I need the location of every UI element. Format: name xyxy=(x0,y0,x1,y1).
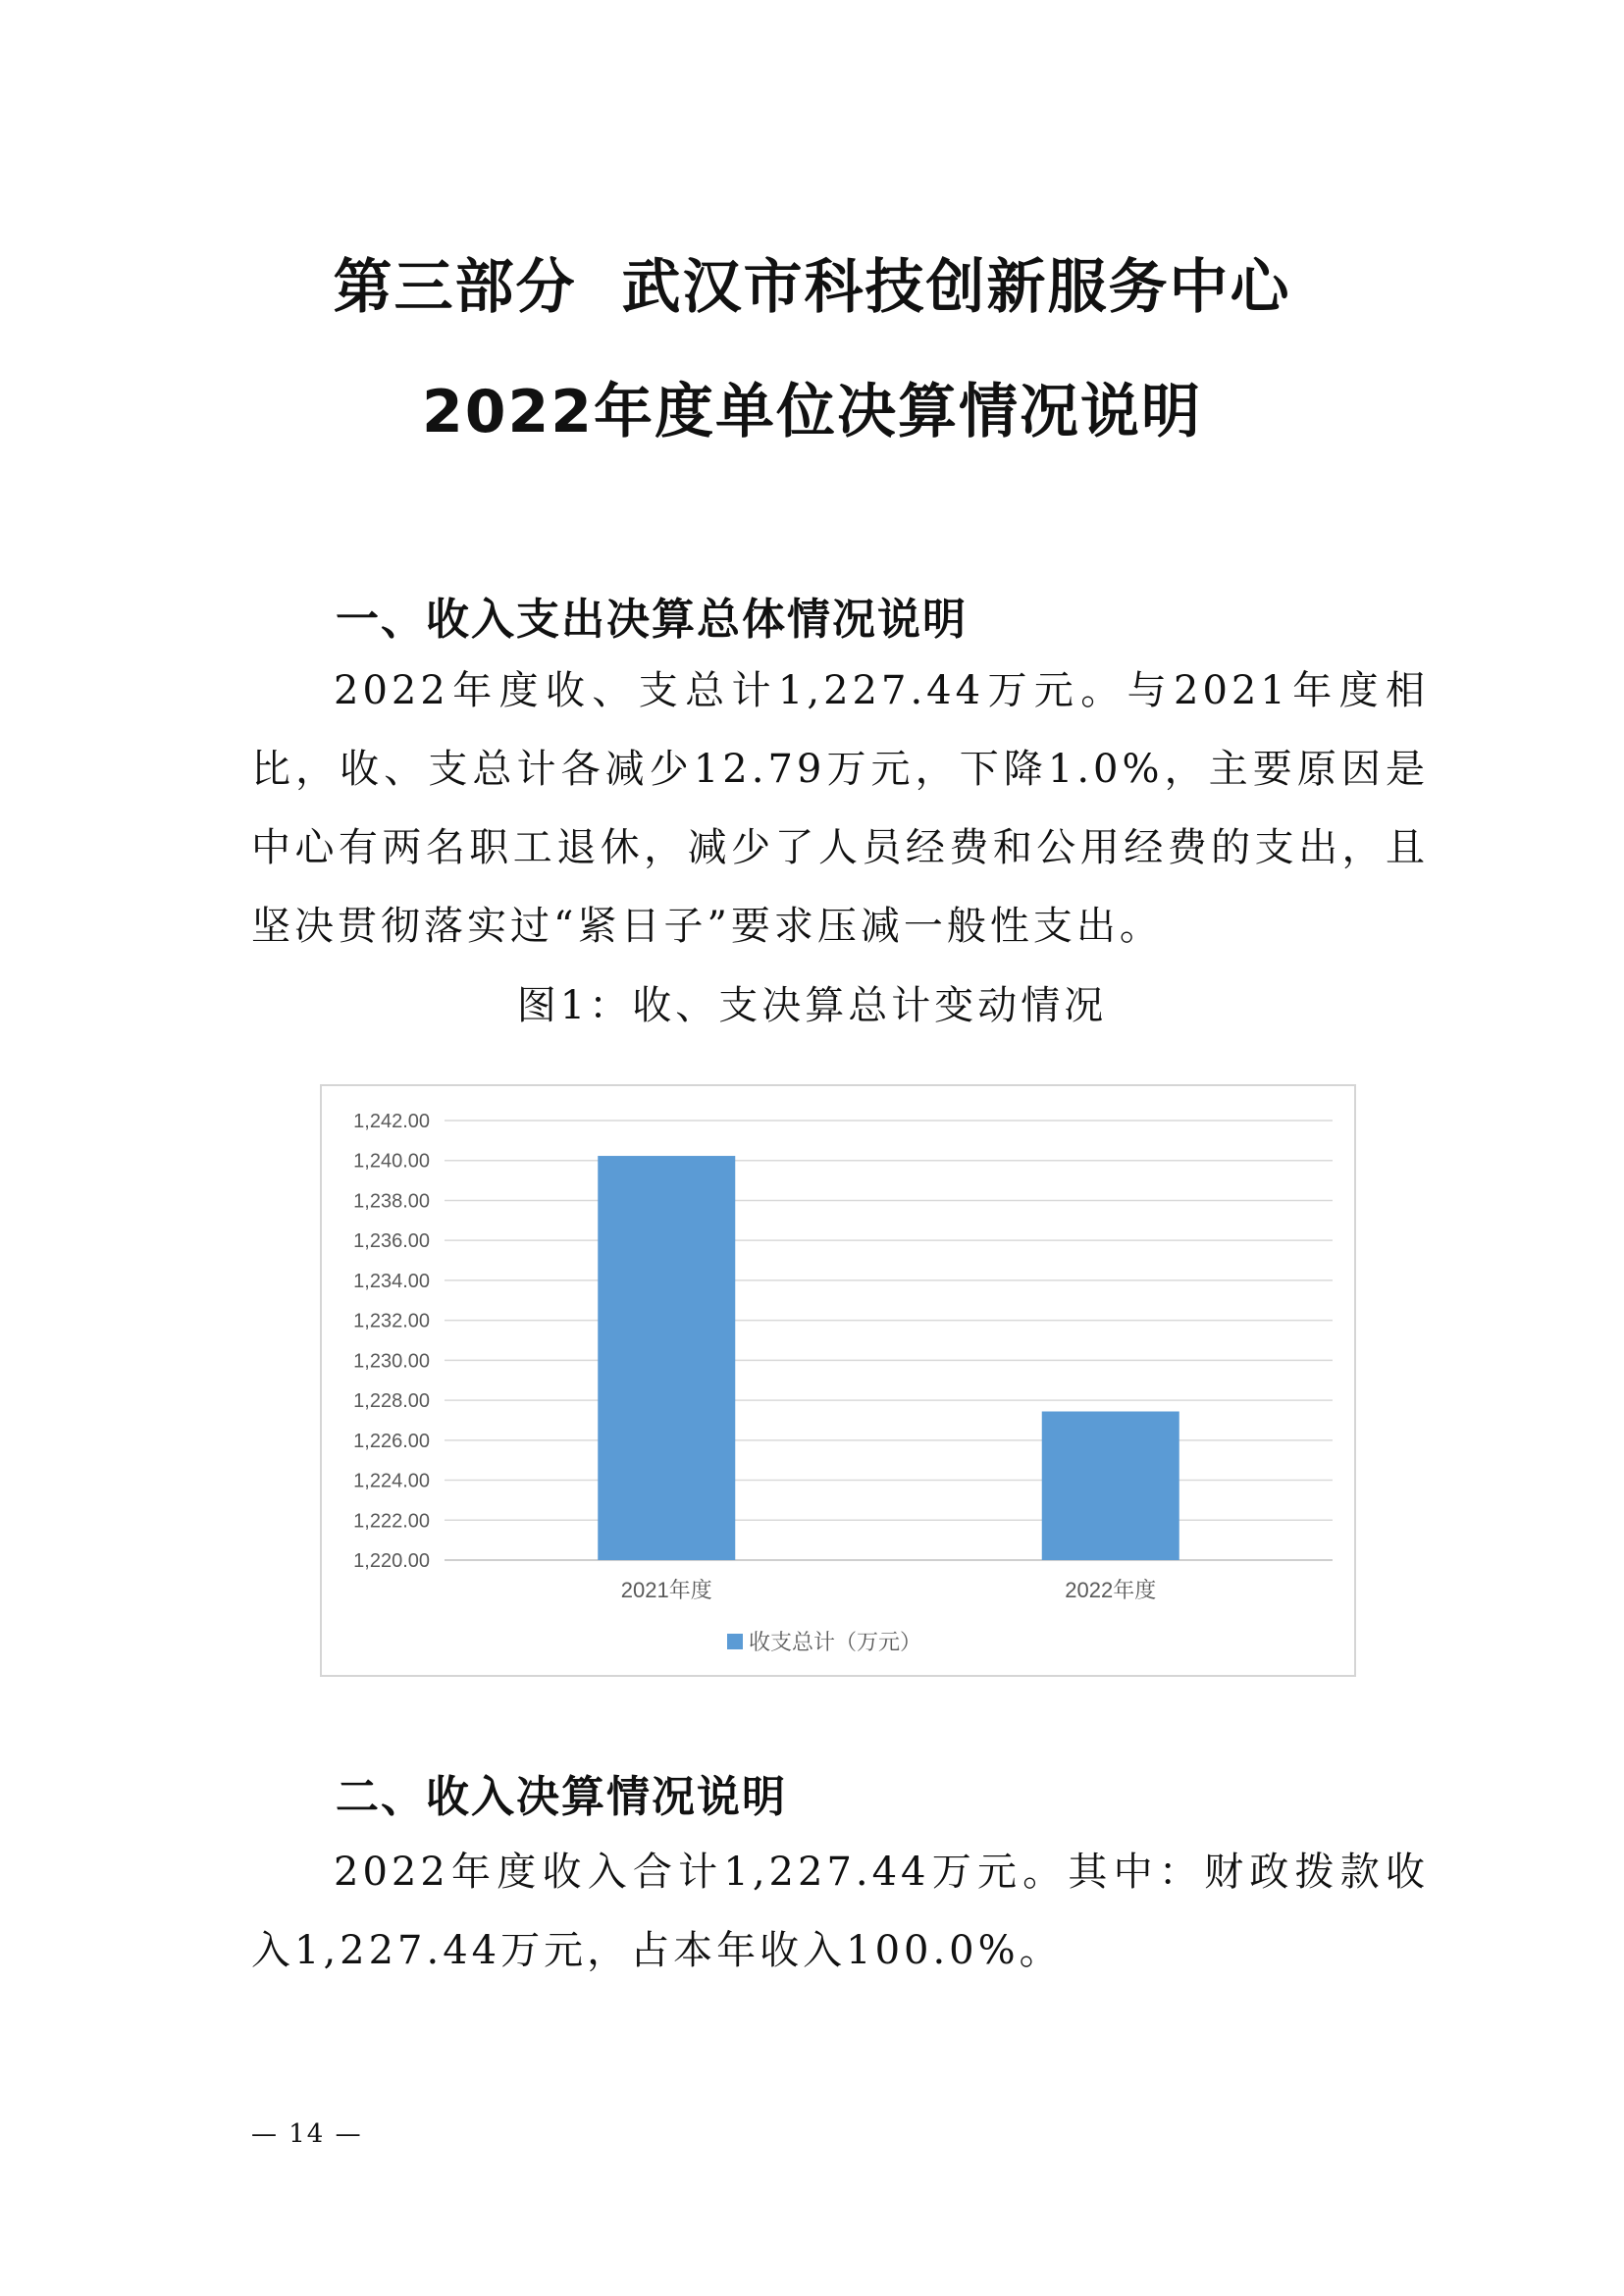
y-tick-label: 1,224.00 xyxy=(353,1470,430,1492)
chart-legend xyxy=(727,1631,921,1655)
bar-2022年度 xyxy=(1042,1411,1179,1560)
x-category-label: 2021年度 xyxy=(620,1578,712,1602)
section-2-heading: 二、收入决算情况说明 xyxy=(336,1772,787,1822)
chart-canvas xyxy=(322,1086,1354,1675)
figure-1-caption: 图1：收、支决算总计变动情况 xyxy=(516,983,1108,1028)
y-tick-label: 1,232.00 xyxy=(353,1310,430,1332)
document-title-line-2: 2022年度单位决算情况说明 xyxy=(422,378,1202,446)
x-category-label: 2022年度 xyxy=(1065,1578,1157,1602)
y-tick-label: 1,228.00 xyxy=(353,1390,430,1413)
legend-swatch xyxy=(727,1634,743,1649)
x-axis-categories xyxy=(621,1578,1156,1602)
y-tick-label: 1,238.00 xyxy=(353,1190,430,1213)
y-tick-label: 1,230.00 xyxy=(353,1350,430,1373)
y-tick-label: 1,242.00 xyxy=(353,1111,430,1132)
title-part-label: 第三部分 xyxy=(333,253,577,322)
revenue-expenditure-chart xyxy=(320,1084,1356,1677)
legend-label: 收支总计（万元） xyxy=(749,1631,922,1655)
chart-gridlines xyxy=(445,1121,1333,1560)
y-tick-label: 1,220.00 xyxy=(353,1550,430,1572)
document-title-line-1 xyxy=(0,240,1624,325)
section-1-paragraph: 2022年度收、支总计1,227.44万元。与2021年度相比，收、支总计各减少12.79万元，下降1.0%，主要原因是中心有两名职工退休，减少了人员经费和公用经费的支出，且坚决贯彻落实过“紧日子”要求压减一般性支出。 xyxy=(251,668,1429,949)
y-axis-ticks xyxy=(353,1111,430,1572)
page-number: — 14 — xyxy=(251,2119,363,2149)
organization-name: 武汉市科技创新服务中心 xyxy=(621,253,1291,322)
section-1-heading: 一、收入支出决算总体情况说明 xyxy=(336,595,968,645)
y-tick-label: 1,226.00 xyxy=(353,1430,430,1452)
y-tick-label: 1,222.00 xyxy=(353,1510,430,1533)
y-tick-label: 1,236.00 xyxy=(353,1230,430,1253)
y-tick-label: 1,240.00 xyxy=(353,1150,430,1173)
bar-2021年度 xyxy=(598,1156,735,1560)
chart-bars xyxy=(598,1156,1179,1560)
section-2-paragraph: 2022年度收入合计1,227.44万元。其中：财政拨款收入1,227.44万元，占本年收入100.0%。 xyxy=(251,1850,1429,1973)
y-tick-label: 1,234.00 xyxy=(353,1270,430,1292)
